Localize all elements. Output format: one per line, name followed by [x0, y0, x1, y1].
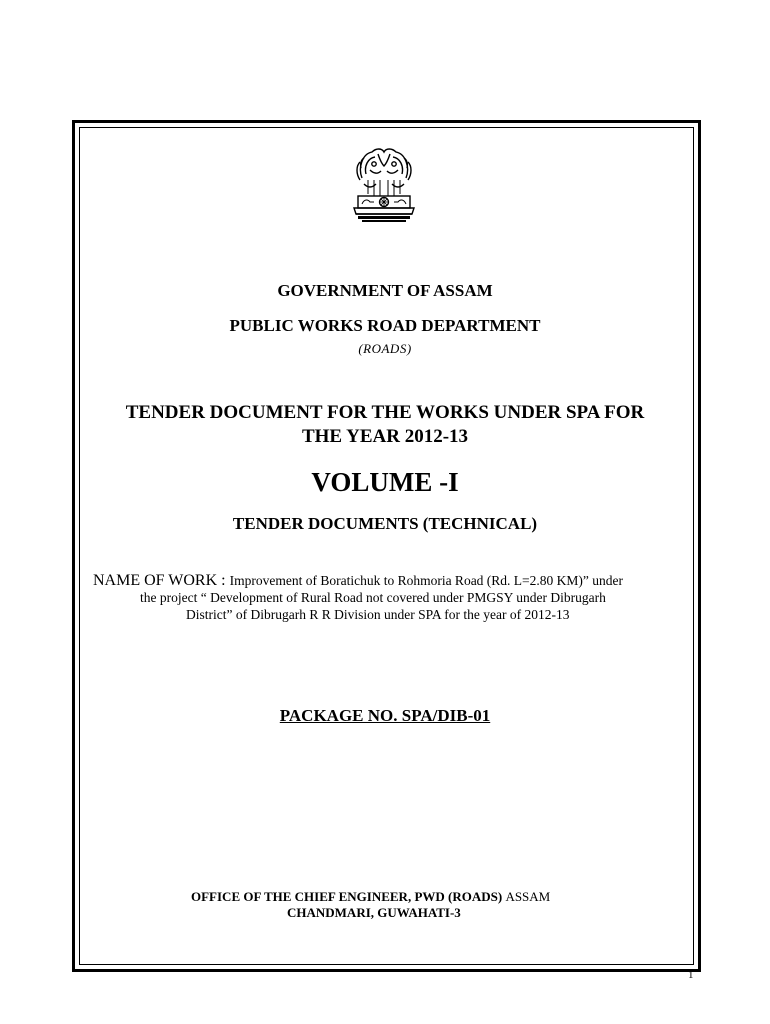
office-line-2: CHANDMARI, GUWAHATI-3: [287, 905, 461, 920]
name-of-work-line-3: District” of Dibrugarh R R Division under SPA for the year of 2012-13: [186, 607, 570, 622]
government-title: GOVERNMENT OF ASSAM: [277, 281, 493, 300]
name-of-work: [93, 572, 713, 623]
name-of-work-label: NAME OF WORK :: [93, 572, 230, 589]
package-number-text: PACKAGE NO. SPA/DIB-01: [279, 706, 491, 725]
name-of-work-line-1: [93, 572, 713, 589]
tender-title-line-1: TENDER DOCUMENT FOR THE WORKS UNDER SPA FOR: [125, 402, 645, 423]
office-state: ASSAM: [505, 889, 551, 904]
page-number: 1: [688, 969, 694, 981]
department-title: PUBLIC WORKS ROAD DEPARTMENT: [229, 316, 541, 335]
name-of-work-text-1: Improvement of Boratichuk to Rohmoria Road (Rd. L=2.80 KM)” under: [229, 573, 624, 588]
package-number: [0, 706, 770, 726]
office-line-1: [191, 889, 550, 905]
volume-heading: VOLUME -I: [311, 467, 459, 497]
document-subtitle: TENDER DOCUMENTS (TECHNICAL): [232, 514, 538, 533]
page-border-inner: [79, 127, 694, 965]
name-of-work-line-2: the project “ Development of Rural Road not covered under PMGSY under Dibrugarh: [140, 590, 606, 605]
national-emblem-icon: [348, 144, 420, 224]
tender-title-line-2: THE YEAR 2012-13: [301, 426, 469, 447]
tender-title: [0, 401, 770, 449]
office-name: OFFICE OF THE CHIEF ENGINEER, PWD (ROADS): [191, 889, 506, 904]
department-wing: (ROADS): [358, 341, 412, 356]
office-address: [191, 889, 550, 921]
